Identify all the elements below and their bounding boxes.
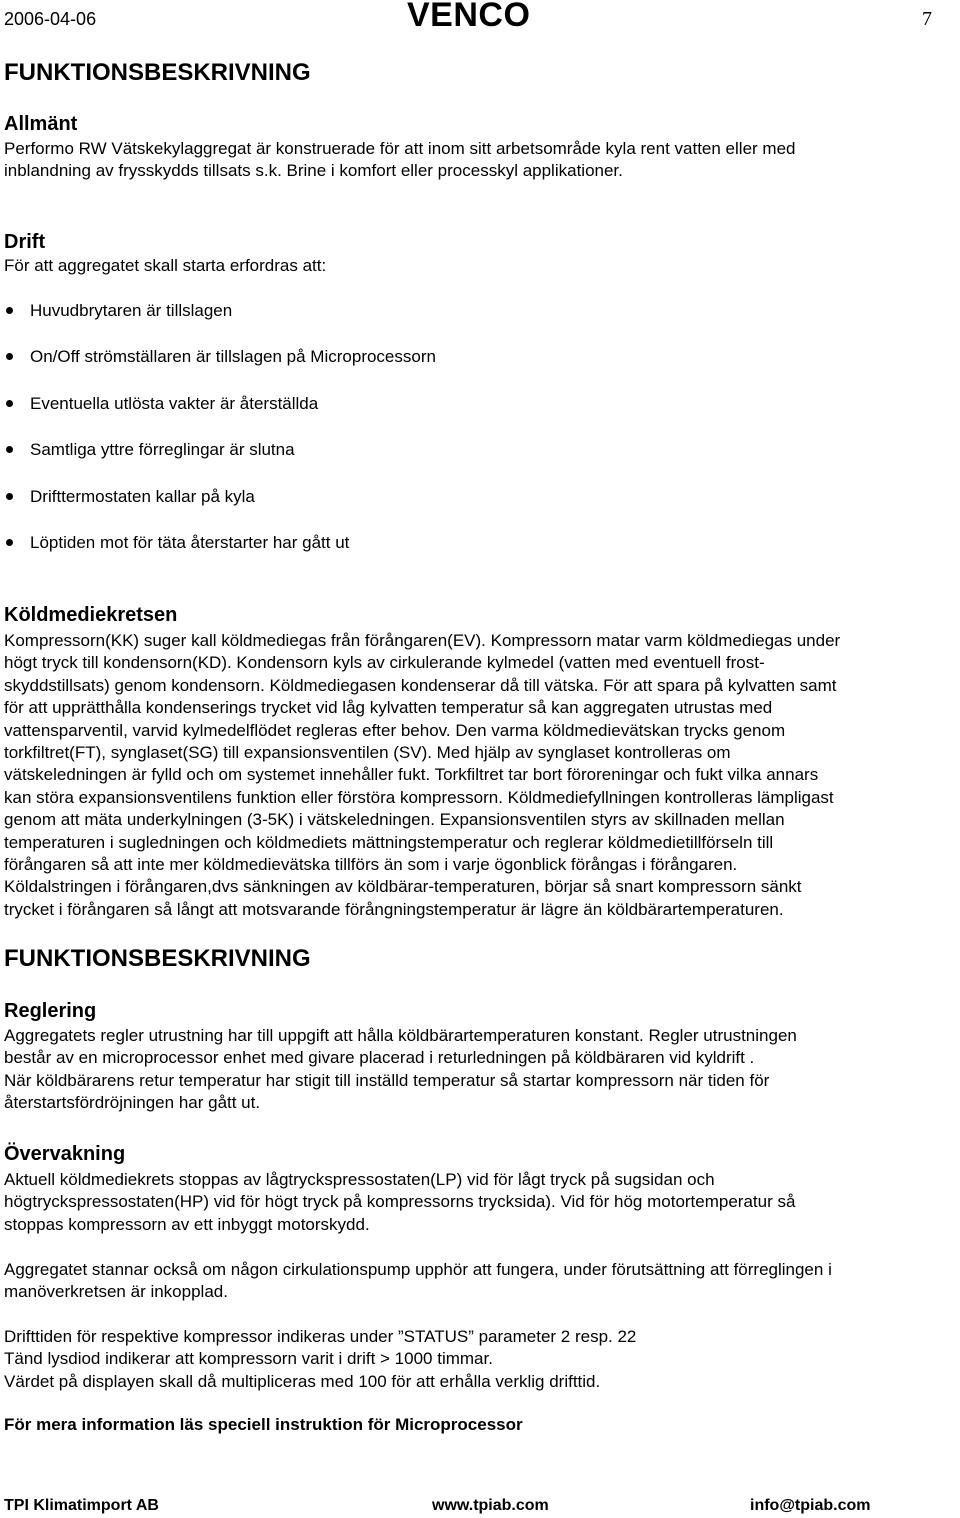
list-item bbox=[4, 393, 436, 439]
footer-email: info@tpiab.com bbox=[750, 1497, 871, 1514]
text-line: Värdet på displayen skall då multipliceras med 100 för att erhålla verklig drifttid. bbox=[4, 1371, 601, 1391]
bullet-icon bbox=[6, 400, 13, 407]
heading-drift: Drift bbox=[4, 231, 46, 253]
header-date: 2006-04-06 bbox=[4, 9, 97, 29]
list-item bbox=[4, 486, 436, 532]
text-line: består av en microprocessor enhet med givare placerad i returledningen på köldbäraren vid kyldrift . bbox=[4, 1048, 755, 1068]
page-number: 7 bbox=[922, 8, 932, 30]
list-item-text: Samtliga yttre förreglingar är slutna bbox=[30, 440, 295, 460]
heading-koldmediekretsen: Köldmediekretsen bbox=[4, 604, 178, 626]
text-line: När köldbärarens retur temperatur har stigit till inställd temperatur så startar kompressorn när tiden för bbox=[4, 1070, 770, 1090]
text-line: Aggregatet stannar också om någon cirkulationspump upphör att fungera, under förutsättning att förreglingen i bbox=[4, 1260, 832, 1279]
text-line: återstartsfördröjningen har gått ut. bbox=[4, 1093, 261, 1113]
list-item-text: Eventuella utlösta vakter är återställda bbox=[30, 393, 319, 413]
text-line: för att upprätthålla kondenserings trycket vid låg kylvatten temperatur så kan aggregaten utrustas med bbox=[4, 698, 773, 718]
text-line: Performo RW Vätskekylaggregat är konstruerade för att inom sitt arbetsområde kyla rent vatten eller med bbox=[4, 139, 796, 158]
bullet-icon bbox=[6, 539, 13, 546]
section-title: FUNKTIONSBESKRIVNING bbox=[4, 59, 311, 86]
text-line: kan störa expansionsventilens funktion eller förstöra kompressorn. Köldmediefyllningen kontrolleras lämpligast bbox=[4, 787, 834, 807]
text-line: vattensparventil, varvid kylmedelflödet regleras efter behov. Den varma köldmedievätskan trycks genom bbox=[4, 720, 786, 740]
list-item bbox=[4, 300, 436, 346]
brand-logo: VENCO bbox=[407, 0, 531, 34]
bullet-icon bbox=[6, 307, 13, 314]
text-line: Köldalstringen i förångaren,dvs sänkningen av köldbärar-temperaturen, börjar så snart kompressorn sänkt bbox=[4, 877, 802, 897]
list-item-text: On/Off strömställaren är tillslagen på Microprocessorn bbox=[30, 347, 436, 367]
drift-intro: För att aggregatet skall starta erfordras att: bbox=[4, 256, 327, 275]
text-line: Aggregatets regler utrustning har till uppgift att hålla köldbärartemperaturen konstant. Regler utrustningen bbox=[4, 1026, 797, 1045]
paragraph-overvakning-1 bbox=[4, 1169, 795, 1236]
paragraph-koldmediekretsen bbox=[4, 630, 840, 921]
text-line: temperaturen i sugledningen och köldmediets mättningstemperatur och reglerar köldmedietillförseln till bbox=[4, 832, 774, 852]
list-item-text: Huvudbrytaren är tillslagen bbox=[30, 301, 233, 320]
text-line: Aktuell köldmediekrets stoppas av lågtryckspressostaten(LP) vid för lågt tryck på sugsidan och bbox=[4, 1170, 715, 1189]
text-line: Kompressorn(KK) suger kall köldmediegas från förångaren(EV). Kompressorn matar varm köldmediegas under bbox=[4, 631, 841, 650]
heading-allmant: Allmänt bbox=[4, 113, 78, 135]
list-item-text: Drifttermostaten kallar på kyla bbox=[30, 486, 255, 506]
list-item bbox=[4, 439, 436, 485]
text-line: stoppas kompressorn av ett inbyggt motorskydd. bbox=[4, 1214, 370, 1234]
bullet-icon bbox=[6, 446, 13, 453]
text-line: högtryckspressostaten(HP) vid för högt tryck på kompressorns trycksida). Vid för hög motortemperatur så bbox=[4, 1192, 796, 1212]
heading-reglering: Reglering bbox=[4, 1000, 97, 1022]
text-line: torkfiltret(FT), synglaset(SG) till expansionsventilen (SV). Med hjälp av synglaset kontrolleras om bbox=[4, 743, 731, 763]
text-line: vätskeledningen är fylld och om systemet innehåller fukt. Torkfiltret tar bort föroreningar och fukt vilka annars bbox=[4, 765, 819, 785]
text-line: förångaren så att inte mer köldmedievätska tillförs än som i varje ögonblick förångas i förångaren. bbox=[4, 855, 738, 875]
final-note: För mera information läs speciell instruktion för Microprocessor bbox=[4, 1415, 523, 1434]
text-line: skyddstillsats) genom kondensorn. Köldmediegasen kondenserar då till vätska. För att spara på kylvatten samt bbox=[4, 675, 837, 695]
text-line: manöverkretsen är inkopplad. bbox=[4, 1282, 228, 1302]
bullet-icon bbox=[6, 493, 13, 500]
text-line: trycket i förångaren så långt att motsvarande förångningstemperatur är lägre än köldbärartemperaturen. bbox=[4, 899, 784, 919]
text-line: Tänd lysdiod indikerar att kompressorn varit i drift > 1000 timmar. bbox=[4, 1349, 493, 1369]
text-line: Drifttiden för respektive kompressor indikeras under ”STATUS” parameter 2 resp. 22 bbox=[4, 1327, 637, 1346]
footer-company: TPI Klimatimport AB bbox=[4, 1497, 159, 1514]
paragraph-allmant bbox=[4, 138, 795, 182]
bullet-list bbox=[4, 300, 436, 578]
bullet-icon bbox=[6, 353, 13, 360]
list-item-text: Löptiden mot för täta återstarter har gått ut bbox=[30, 532, 350, 552]
list-item bbox=[4, 346, 436, 392]
footer-website: www.tpiab.com bbox=[432, 1497, 549, 1514]
section-title: FUNKTIONSBESKRIVNING bbox=[4, 945, 311, 972]
text-line: inblandning av frysskydds tillsats s.k. Brine i komfort eller processkyl applikationer. bbox=[4, 161, 623, 180]
list-item bbox=[4, 532, 436, 578]
paragraph-overvakning-3 bbox=[4, 1326, 636, 1393]
paragraph-reglering bbox=[4, 1025, 797, 1115]
text-line: högt tryck till kondensorn(KD). Kondensorn kyls av cirkulerande kylmedel (vatten med eventuell frost- bbox=[4, 653, 765, 673]
paragraph-overvakning-2 bbox=[4, 1259, 832, 1304]
heading-overvakning: Övervakning bbox=[4, 1143, 126, 1165]
text-line: genom att mäta underkylningen (3-5K) i vätskeledningen. Expansionsventilen styrs av skillnaden mellan bbox=[4, 810, 785, 830]
